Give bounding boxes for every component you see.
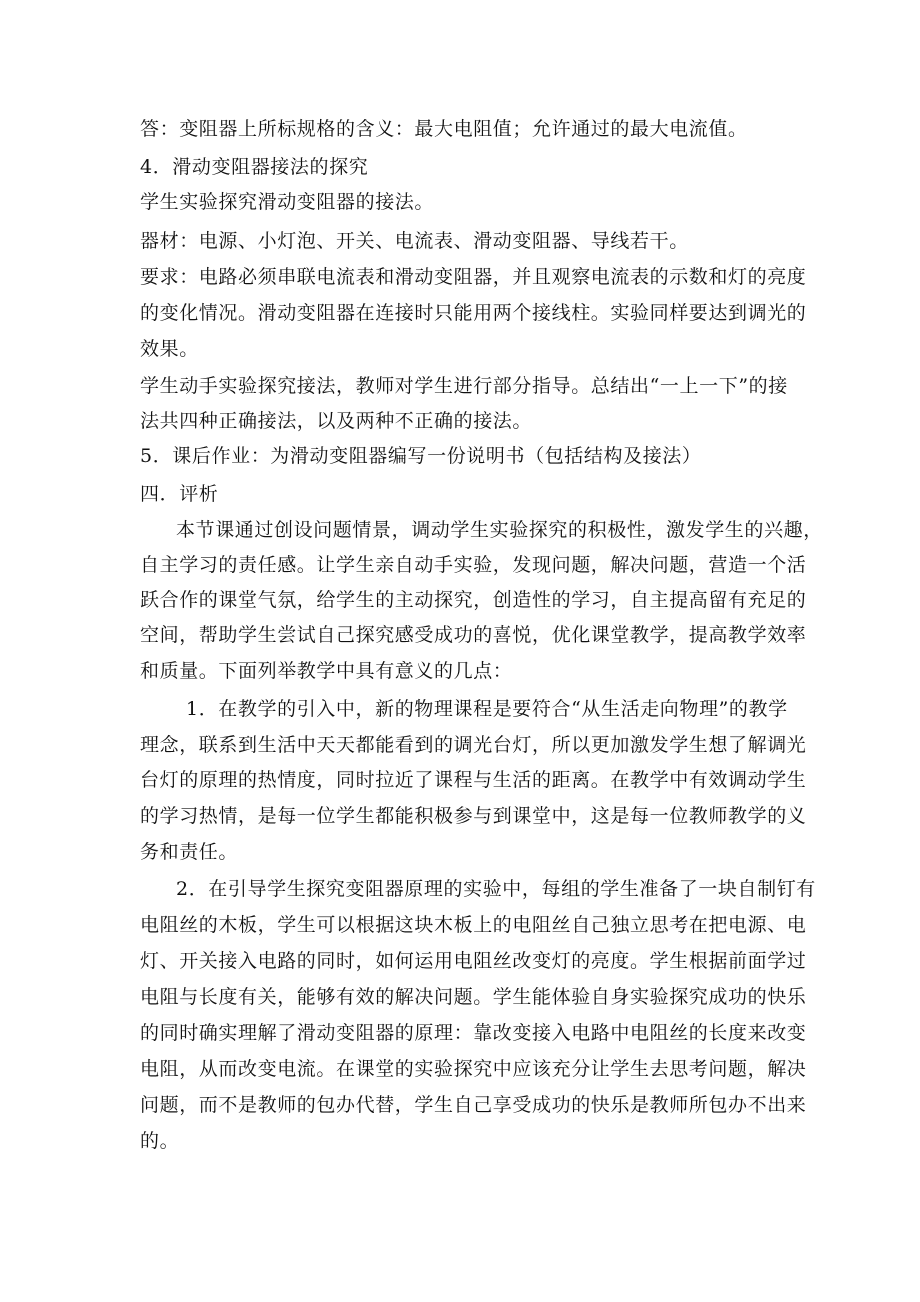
text-line: 效果。: [140, 338, 199, 360]
paragraph-line: 跃合作的课堂气氛，给学生的主动探究，创造性的学习，自主提高留有充足的: [140, 589, 807, 611]
paragraph-line: 的。: [140, 1130, 180, 1152]
point-2-line: 2．在引导学生探究变阻器原理的实验中，每组的学生准备了一块自制钉有: [176, 878, 816, 900]
paragraph-line: 务和责任。: [140, 841, 239, 863]
paragraph-line: 自主学习的责任感。让学生亲自动手实验，发现问题，解决问题，营造一个活: [140, 554, 807, 576]
text-line: 法共四种正确接法，以及两种不正确的接法。: [140, 410, 533, 432]
paragraph-line: 电阻与长度有关，能够有效的解决问题。学生能体验自身实验探究成功的快乐: [140, 986, 807, 1008]
paragraph-line: 理念，联系到生活中天天都能看到的调光台灯，所以更加激发学生想了解调光: [140, 734, 807, 756]
text-line: 的变化情况。滑动变阻器在连接时只能用两个接线柱。实验同样要达到调光的: [140, 302, 807, 324]
paragraph-line: 和质量。下面列举教学中具有意义的几点：: [140, 660, 513, 682]
paragraph-line: 电阻丝的木板，学生可以根据这块木板上的电阻丝自己独立思考在把电源、电: [140, 914, 807, 936]
section-heading-5: 5．课后作业：为滑动变阻器编写一份说明书（包括结构及接法）: [140, 445, 702, 467]
materials-line: 器材：电源、小灯泡、开关、电流表、滑动变阻器、导线若干。: [140, 230, 689, 252]
point-1-line: 1．在教学的引入中，新的物理课程是要符合“从生活走向物理”的教学: [186, 698, 788, 720]
answer-line: 答：变阻器上所标规格的含义：最大电阻值；允许通过的最大电流值。: [140, 118, 748, 140]
text-line: 学生动手实验探究接法，教师对学生进行部分指导。总结出“一上一下”的接: [140, 375, 788, 397]
paragraph-line: 电阻，从而改变电流。在课堂的实验探究中应该充分让学生去思考问题，解决: [140, 1058, 807, 1080]
section-heading-analysis: 四．评析: [140, 483, 219, 505]
text-line: 学生实验探究滑动变阻器的接法。: [140, 191, 435, 213]
paragraph-line: 灯、开关接入电路的同时，如何运用电阻丝改变灯的亮度。学生根据前面学过: [140, 950, 807, 972]
paragraph-line: 的学习热情，是每一位学生都能积极参与到课堂中，这是每一位教师教学的义: [140, 805, 807, 827]
paragraph-line: 台灯的原理的热情度，同时拉近了课程与生活的距离。在教学中有效调动学生: [140, 769, 807, 791]
paragraph-line: 本节课通过创设问题情景，调动学生实验探究的积极性，激发学生的兴趣，: [176, 519, 823, 541]
requirements-line: 要求：电路必须串联电流表和滑动变阻器，并且观察电流表的示数和灯的亮度: [140, 266, 807, 288]
paragraph-line: 空间，帮助学生尝试自己探究感受成功的喜悦，优化课堂教学，提高教学效率: [140, 624, 807, 646]
section-heading-4: 4．滑动变阻器接法的探究: [140, 156, 369, 178]
paragraph-line: 的同时确实理解了滑动变阻器的原理：靠改变接入电路中电阻丝的长度来改变: [140, 1022, 807, 1044]
paragraph-line: 问题，而不是教师的包办代替，学生自己享受成功的快乐是教师所包办不出来: [140, 1094, 807, 1116]
